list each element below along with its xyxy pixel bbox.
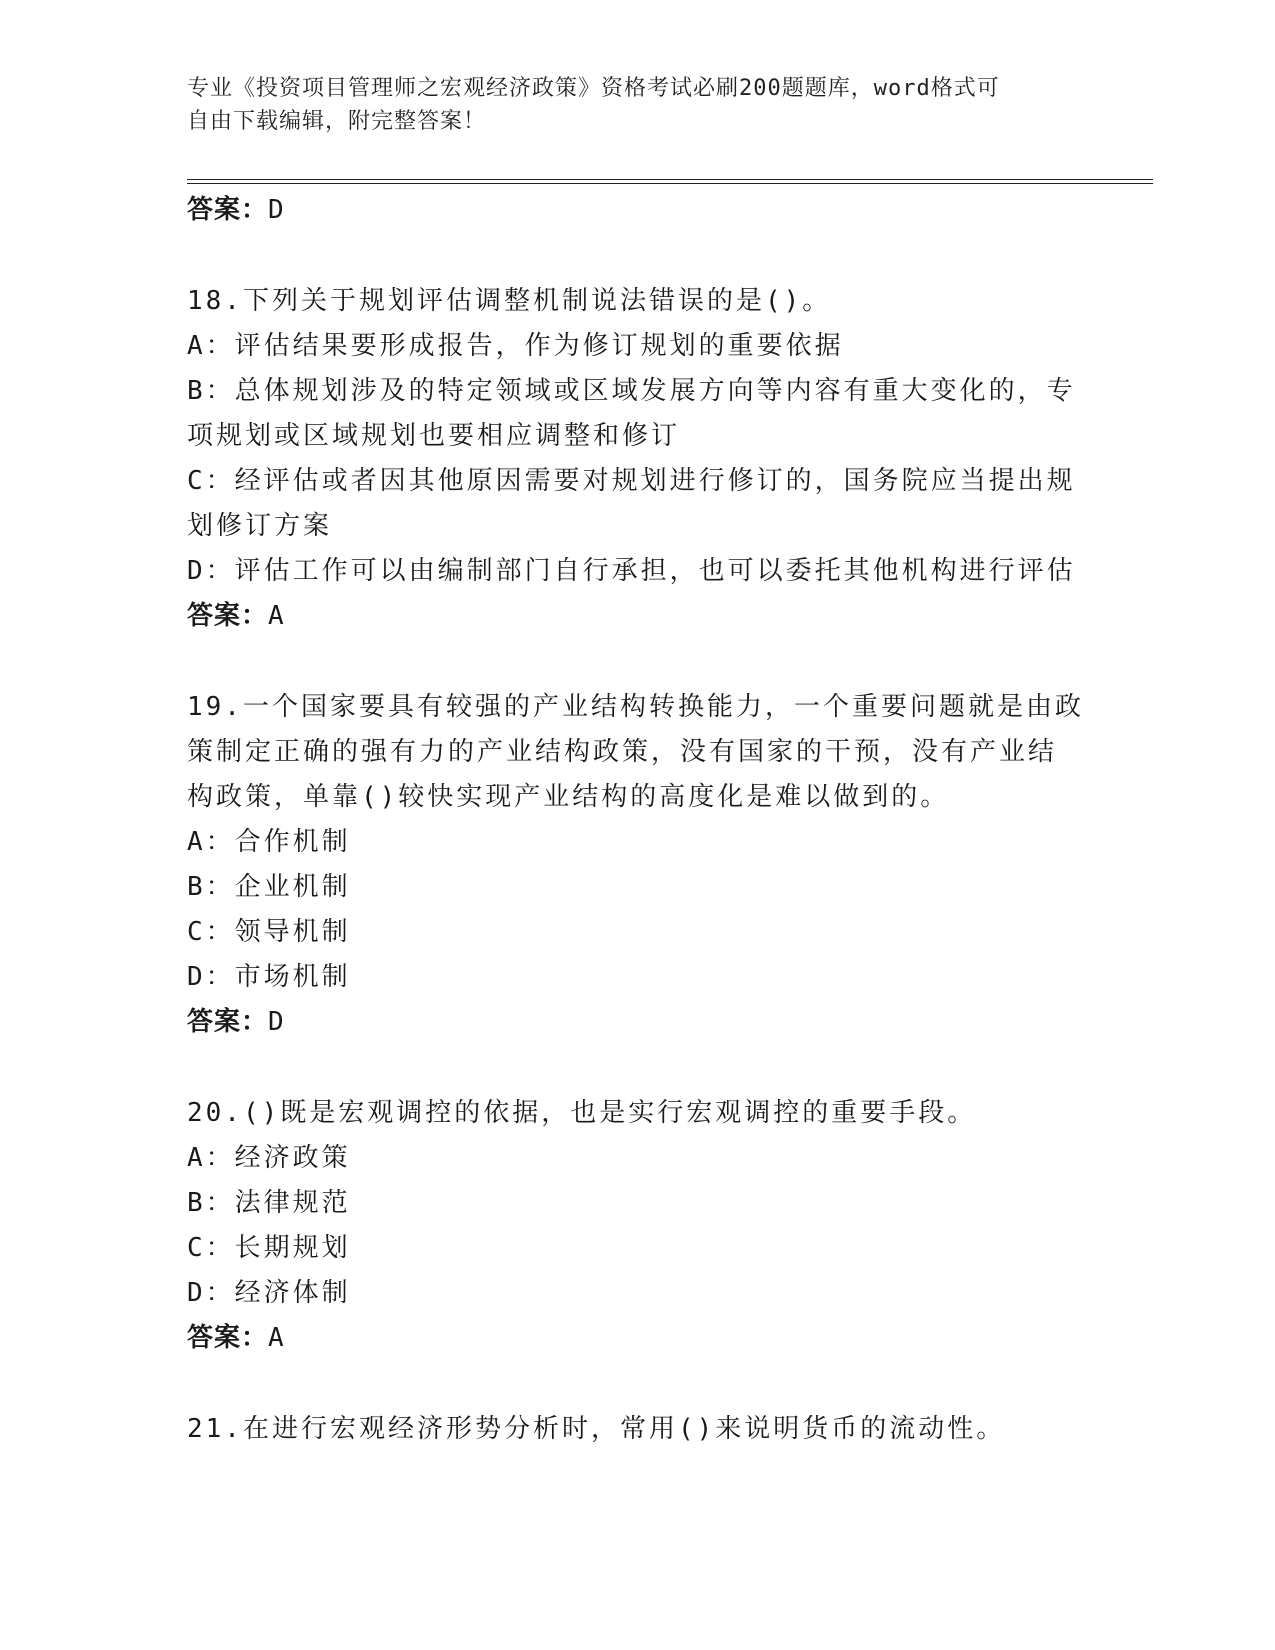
header-divider — [187, 179, 1153, 184]
option-c: C：领导机制 — [187, 917, 351, 947]
option-b: B：总体规划涉及的特定领域或区域发展方向等内容有重大变化的，专 — [187, 376, 1076, 406]
spacer — [187, 639, 1087, 685]
option-c: C：长期规划 — [187, 1233, 351, 1263]
question-stem: 19.一个国家要具有较强的产业结构转换能力，一个重要问题就是由政 — [187, 692, 1084, 722]
answer-value: D — [268, 195, 285, 225]
option-d: D：评估工作可以由编制部门自行承担，也可以委托其他机构进行评估 — [187, 556, 1076, 586]
option-c: C：经评估或者因其他原因需要对规划进行修订的，国务院应当提出规 — [187, 466, 1076, 496]
option-c-cont: 划修订方案 — [187, 511, 333, 541]
question-stem-cont: 构政策，单靠()较快实现产业结构的高度化是难以做到的。 — [187, 782, 950, 812]
q18-answer — [187, 594, 1087, 639]
question-21 — [187, 1407, 1087, 1452]
option-a: A：经济政策 — [187, 1143, 351, 1173]
option-d: D：经济体制 — [187, 1278, 351, 1308]
document-body — [187, 188, 1087, 1452]
question-stem: 20.()既是宏观调控的依据，也是实行宏观调控的重要手段。 — [187, 1098, 977, 1128]
option-b: B：法律规范 — [187, 1188, 351, 1218]
spacer — [187, 233, 1087, 279]
q17-answer — [187, 188, 1087, 233]
answer-value: A — [268, 1323, 285, 1353]
header-line-2: 自由下载编辑，附完整答案！ — [187, 109, 487, 134]
answer-value: D — [268, 1007, 285, 1037]
question-stem: 21.在进行宏观经济形势分析时，常用()来说明货币的流动性。 — [187, 1414, 1006, 1444]
option-d: D：市场机制 — [187, 962, 351, 992]
question-stem: 18.下列关于规划评估调整机制说法错误的是()。 — [187, 286, 832, 316]
answer-label: 答案： — [187, 1323, 269, 1353]
question-20 — [187, 1091, 1087, 1361]
spacer — [187, 1361, 1087, 1407]
spacer — [187, 1045, 1087, 1091]
q20-answer — [187, 1316, 1087, 1361]
option-a: A：评估结果要形成报告，作为修订规划的重要依据 — [187, 331, 844, 361]
answer-label: 答案： — [187, 195, 269, 225]
q19-answer — [187, 1000, 1087, 1045]
answer-label: 答案： — [187, 601, 269, 631]
page-header — [187, 72, 1067, 138]
question-stem-cont: 策制定正确的强有力的产业结构政策，没有国家的干预，没有产业结 — [187, 737, 1058, 767]
option-a: A：合作机制 — [187, 827, 351, 857]
answer-label: 答案： — [187, 1007, 269, 1037]
question-19 — [187, 685, 1087, 1045]
option-b-cont: 项规划或区域规划也要相应调整和修订 — [187, 421, 681, 451]
option-b: B：企业机制 — [187, 872, 351, 902]
answer-value: A — [268, 601, 285, 631]
header-line-1: 专业《投资项目管理师之宏观经济政策》资格考试必刷200题题库，word格式可 — [187, 76, 1000, 101]
question-18 — [187, 279, 1087, 639]
